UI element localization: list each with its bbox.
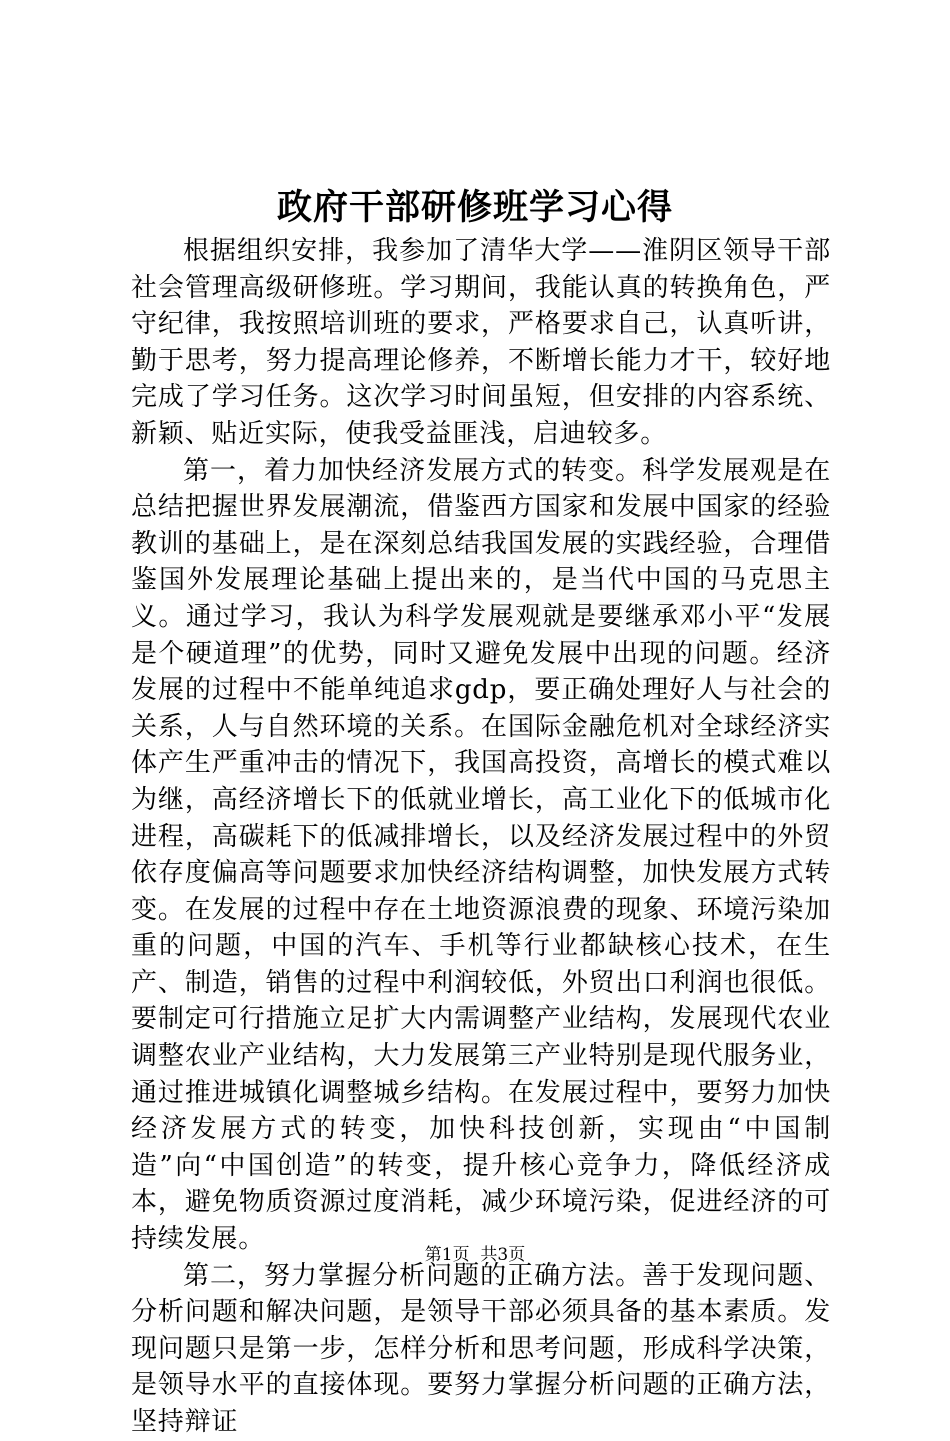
paragraph-first-point: 第一，着力加快经济发展方式的转变。科学发展观是在总结把握世界发展潮流，借鉴西方国家和发展中国家的经验教训的基础上，是在深刻总结我国发展的实践经验，合理借鉴国外发展理论基础上提出来的，是当代中国的马克思主义。通过学习，我认为科学发展观就是要继承邓小平“发展是个硬道理”的优势，同时又避免发展中出现的问题。经济发展的过程中不能单纯追求gdp，要正确处理好人与社会的关系，人与自然环境的关系。在国际金融危机对全球经济实体产生严重冲击的情况下，我国高投资，高增长的模式难以为继，高经济增长下的低就业增长，高工业化下的低城市化进程，高碳耗下的低减排增长，以及经济发展过程中的外贸依存度偏高等问题要求加快经济结构调整，加快发展方式转变。在发展的过程中存在土地资源浪费的现象、环境污染加重的问题，中国的汽车、手机等行业都缺核心技术，在生产、制造，销售的过程中利润较低，外贸出口利润也很低。要制定可行措施立足扩大内需调整产业结构，发展现代农业调整农业产业结构，大力发展第三产业特别是现代服务业，通过推进城镇化调整城乡结构。在发展过程中，要努力加快经济发展方式的转变，加快科技创新，实现由“中国制造”向“中国创造”的转变，提升核心竞争力，降低经济成本，避免物质资源过度消耗，减少环境污染，促进经济的可持续发展。 <box>131 455 831 1255</box>
document-title: 政府干部研修班学习心得 <box>276 187 673 228</box>
paragraph-second-point: 第二，努力掌握分析问题的正确方法。善于发现问题、分析问题和解决问题，是领导干部必须具备的基本素质。发现问题只是第一步，怎样分析和思考问题，形成科学决策，是领导水平的直接体现。要努力掌握分析问题的正确方法，坚持辩证 <box>131 1260 831 1437</box>
paragraph-intro: 根据组织安排，我参加了清华大学——淮阴区领导干部社会管理高级研修班。学习期间，我能认真的转换角色，严守纪律，我按照培训班的要求，严格要求自己，认真听讲，勤于思考，努力提高理论修养，不断增长能力才干，较好地完成了学习任务。这次学习时间虽短，但安排的内容系统、新颖、贴近实际，使我受益匪浅，启迪较多。 <box>131 236 831 449</box>
page-number: 第1页 <box>424 1245 470 1265</box>
page-total: 共3页 <box>480 1245 526 1265</box>
page-footer <box>0 1243 950 1267</box>
